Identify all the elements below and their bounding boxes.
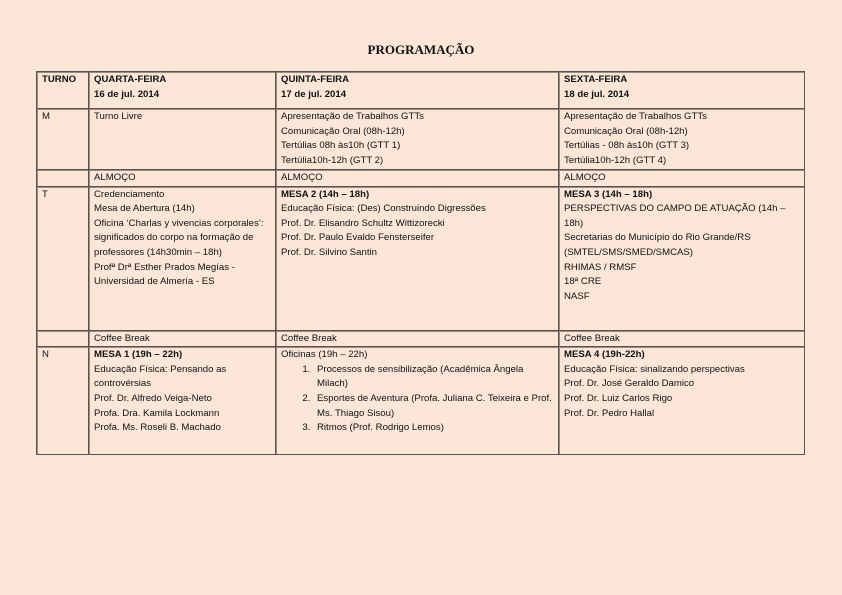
- row-manha: [37, 109, 804, 170]
- row-tarde: [37, 187, 804, 331]
- page-title: PROGRAMAÇÃO: [367, 42, 475, 57]
- turno-cell: [37, 109, 89, 170]
- day-name: SEXTA-FEIRA: [564, 74, 628, 85]
- cell-quarta-tarde: [89, 187, 276, 331]
- tema-text: PERSPECTIVAS DO CAMPO DE ATUAÇÃO (14h – 18h): [564, 203, 786, 229]
- turno-cell: [37, 187, 89, 331]
- cell-text: Educação Física: (Des) Construindo Digressões: [281, 203, 486, 215]
- header-quinta: [276, 72, 559, 109]
- cell-text: 18ª CRE: [564, 276, 602, 288]
- mesa-title: MESA 4 (19h-22h): [564, 349, 645, 361]
- row-noite: [37, 347, 804, 454]
- cell-text: NASF: [564, 290, 590, 302]
- row-coffee-break: [37, 331, 804, 348]
- cell-quinta-almoco: [276, 170, 559, 187]
- cell-text: Tertúlia10h-12h (GTT 2): [281, 154, 384, 166]
- cell-text: Coffee Break: [564, 332, 620, 344]
- cell-text: Apresentação de Trabalhos GTTs: [281, 111, 424, 122]
- turno-label: M: [42, 111, 50, 122]
- day-name: QUINTA-FEIRA: [281, 74, 350, 85]
- mesa-title: MESA 1 (19h – 22h): [94, 349, 183, 361]
- cell-sexta-noite: [559, 347, 804, 454]
- list-item: 2. Esportes de Aventura (Profa. Juliana C. Teixeira e Prof. Ms. Thiago Sisou): [313, 392, 553, 421]
- header-turno-label: TURNO: [42, 74, 77, 85]
- oficinas-list: [281, 363, 553, 436]
- cell-sexta-almoco: [559, 170, 804, 187]
- cell-text: Mesa de Abertura (14h): [94, 203, 195, 215]
- cell-text: Coffee Break: [94, 332, 150, 344]
- cell-quarta-noite: [89, 347, 276, 454]
- mesa-title: MESA 2 (14h – 18h): [281, 188, 370, 200]
- cell-text: Prof. Dr. Luiz Carlos Rigo: [564, 392, 673, 404]
- cell-quinta-tarde: [276, 187, 559, 331]
- day-name: QUARTA-FEIRA: [94, 74, 167, 85]
- cell-text: RHIMAS / RMSF: [564, 261, 637, 273]
- day-date: 18 de jul. 2014: [564, 88, 630, 100]
- cell-text: ALMOÇO: [564, 172, 606, 183]
- header-turno: [37, 72, 89, 109]
- cell-sexta-coffee: [559, 331, 804, 348]
- row-almoco: [37, 170, 804, 187]
- turno-cell: [37, 331, 89, 348]
- schedule-table: [36, 71, 805, 455]
- cell-quinta-noite: [276, 347, 559, 454]
- cell-text: Prof. Dr. Pedro Hallal: [564, 407, 655, 419]
- day-date: 16 de jul. 2014: [94, 88, 160, 100]
- header-sexta: [559, 72, 804, 109]
- turno-cell: [37, 347, 89, 454]
- cell-text: Prof. Dr. Paulo Evaldo Fensterseifer: [281, 232, 435, 244]
- cell-text: Credenciamento: [94, 188, 165, 200]
- cell-text: Coffee Break: [281, 332, 337, 344]
- professor-text: Profª Drª Esther Prados Megías - Universidad de Almería - ES: [94, 261, 235, 288]
- list-item: 3. Ritmos (Prof. Rodrigo Lemos): [313, 421, 553, 436]
- cell-text: Comunicação Oral (08h-12h): [281, 125, 405, 137]
- cell-text: Prof. Dr. Elisandro Schultz Wittizorecki: [281, 217, 445, 229]
- cell-text: ALMOÇO: [94, 172, 136, 183]
- oficinas-heading: Oficinas (19h – 22h): [281, 349, 368, 361]
- tema-text: Educação Física: Pensando as controvérsias: [94, 363, 227, 390]
- cell-quinta-coffee: [276, 331, 559, 348]
- cell-sexta-tarde: [559, 187, 804, 331]
- turno-label: N: [42, 349, 49, 361]
- cell-text: Prof. Dr. José Geraldo Damico: [564, 378, 695, 390]
- cell-text: Tertúlia10h-12h (GTT 4): [564, 154, 667, 166]
- cell-text: Comunicação Oral (08h-12h): [564, 125, 688, 137]
- cell-text: Prof. Dr. Silvino Santin: [281, 246, 377, 258]
- cell-text: Tertúlias - 08h às10h (GTT 3): [564, 140, 690, 152]
- cell-text: ALMOÇO: [281, 172, 323, 183]
- turno-label: T: [42, 188, 48, 200]
- cell-quarta-almoco: [89, 170, 276, 187]
- cell-text: Tertúlias 08h às10h (GTT 1): [281, 140, 401, 152]
- header-quarta: [89, 72, 276, 109]
- cell-quinta-manha: [276, 109, 559, 170]
- cell-quarta-coffee: [89, 331, 276, 348]
- cell-text: Apresentação de Trabalhos GTTs: [564, 111, 707, 122]
- cell-text: Profa. Ms. Roseli B. Machado: [94, 422, 221, 434]
- cell-quarta-manha: [89, 109, 276, 170]
- day-date: 17 de jul. 2014: [281, 88, 347, 100]
- cell-text: Educação Física: sinalizando perspectivas: [564, 363, 745, 375]
- cell-sexta-manha: [559, 109, 804, 170]
- list-item: 1. Processos de sensibilização (Acadêmica Ângela Milach): [313, 363, 553, 392]
- cell-text: Profa. Dra. Kamila Lockmann: [94, 407, 220, 419]
- header-row: [37, 72, 804, 109]
- cell-text: Turno Livre: [94, 111, 143, 122]
- mesa-title: MESA 3 (14h – 18h): [564, 188, 653, 200]
- turno-cell: [37, 170, 89, 187]
- oficina-text: Oficina ‘Charlas y vivencias corporales’: significados do corpo na formação de professores (14h30min – 18h): [94, 217, 264, 258]
- cell-text: Prof. Dr. Alfredo Veiga-Neto: [94, 392, 212, 404]
- secretarias-text: Secretarias do Município do Rio Grande/RS (SMTEL/SMS/SMED/SMCAS): [564, 232, 751, 258]
